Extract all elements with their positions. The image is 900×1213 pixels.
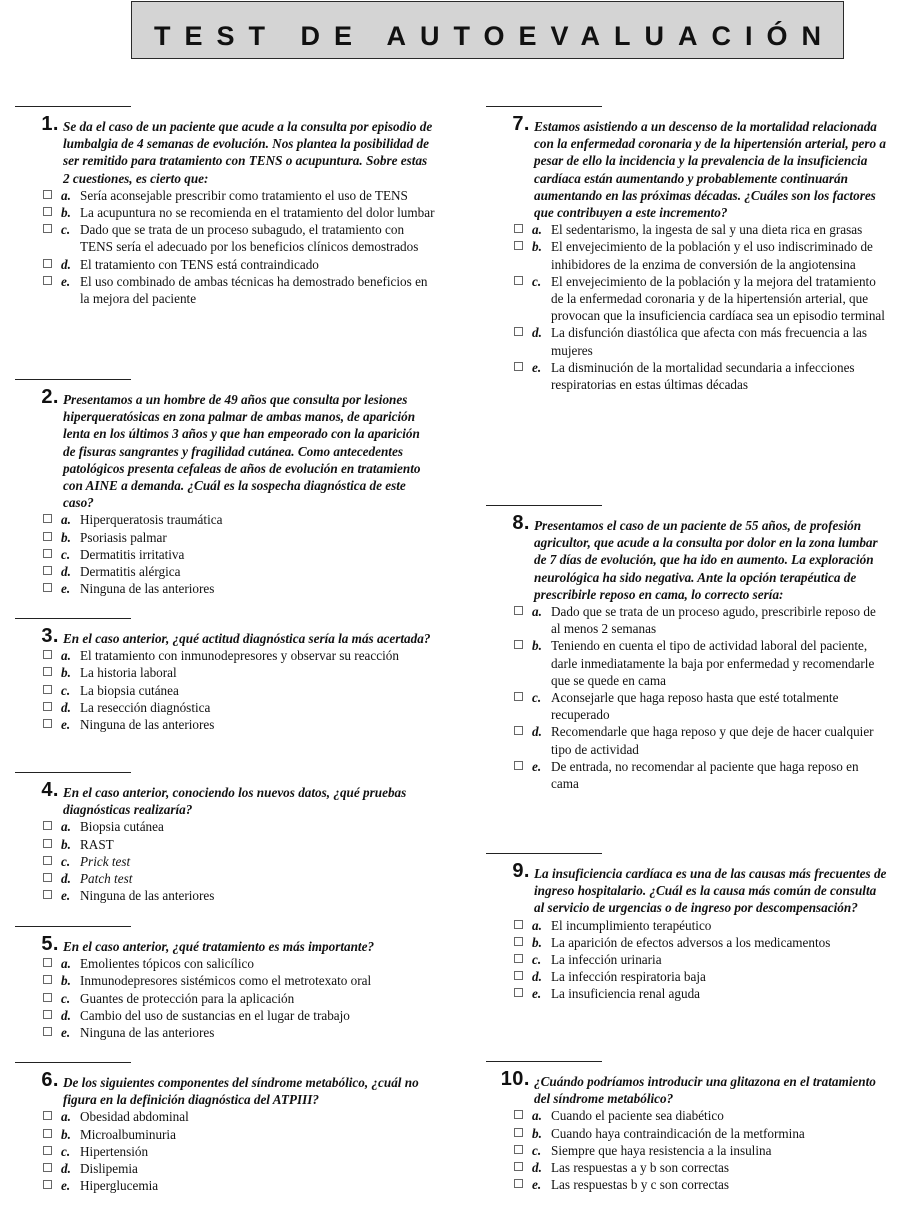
question-divider [486,1061,602,1062]
checkbox-icon[interactable] [514,224,523,233]
checkbox-icon[interactable] [514,1162,523,1171]
checkbox-icon[interactable] [43,719,52,728]
question-1 [15,106,435,307]
question-header [15,113,435,187]
option-d[interactable] [486,723,888,757]
option-letter: a. [61,1109,71,1125]
option-text: Microalbuminuria [80,1126,176,1142]
option-letter: c. [61,682,71,698]
option-b[interactable] [486,238,888,272]
checkbox-icon[interactable] [43,993,52,1002]
option-letter: b. [532,934,542,950]
answer-options [486,1107,888,1193]
option-text: Hiperglucemia [80,1178,159,1194]
option-text: El uso combinado de ambas técnicas ha demostrado beneficios en la mejora del paciente [80,273,428,307]
question-number: 1. [41,113,59,135]
checkbox-icon[interactable] [43,821,52,830]
option-letter: c. [61,222,71,238]
option-b[interactable] [15,529,435,546]
option-letter: b. [61,529,71,545]
option-c[interactable] [15,682,435,699]
checkbox-icon[interactable] [43,856,52,865]
option-letter: e. [532,758,542,774]
question-header [486,512,888,603]
checkbox-icon[interactable] [43,1027,52,1036]
option-text: Biopsia cutánea [80,819,164,835]
option-text: Dado que se trata de un proceso subagudo, el tratamiento con TENS sería el adecuado por los beneficios clínicos demostrados [80,222,419,255]
option-letter: d. [532,1160,542,1176]
option-text: Cuando haya contraindicación de la metformina [551,1125,805,1141]
question-text: De los siguientes componentes del síndrome metabólico, ¿cuál no figura en la definición diagnóstica del ATPIII? [63,1075,419,1108]
option-b[interactable] [15,972,435,989]
question-5 [15,926,435,1041]
checkbox-icon[interactable] [43,1163,52,1172]
checkbox-icon[interactable] [43,549,52,558]
option-letter: d. [61,699,71,715]
checkbox-icon[interactable] [514,362,523,371]
option-c[interactable] [15,546,435,563]
checkbox-icon[interactable] [514,1179,523,1188]
option-text: La disfunción diastólica que afecta con más frecuencia a las mujeres [551,325,867,358]
option-text: La biopsia cutánea [80,682,179,698]
option-e[interactable] [15,273,435,307]
question-number: 8. [512,512,530,534]
option-letter: c. [532,952,542,968]
answer-options [15,955,435,1041]
question-number: 7. [512,113,530,135]
question-2 [15,379,435,597]
question-number: 2. [41,386,59,408]
question-header [486,113,888,221]
option-d[interactable] [486,1159,888,1176]
option-text: Guantes de protección para la aplicación [80,990,295,1006]
option-d[interactable] [15,256,435,273]
option-letter: d. [61,1007,71,1023]
option-letter: d. [61,871,71,887]
option-letter: b. [61,1126,71,1142]
option-e[interactable] [15,1024,435,1041]
answer-options [15,818,435,904]
option-text: La historia laboral [80,665,177,681]
option-e[interactable] [15,1177,435,1194]
question-divider [15,106,131,107]
checkbox-icon[interactable] [43,839,52,848]
option-text: Emolientes tópicos con salicílico [80,956,254,972]
question-divider [486,505,602,506]
question-header [15,386,435,511]
answer-options [486,221,888,393]
option-b[interactable] [486,637,888,689]
checkbox-icon[interactable] [43,873,52,882]
option-letter: c. [532,690,542,706]
option-letter: a. [61,648,71,664]
option-a[interactable] [15,818,435,835]
option-a[interactable] [15,1108,435,1125]
option-letter: d. [61,256,71,272]
question-text: La insuficiencia cardíaca es una de las causas más frecuentes de ingreso hospitalario. ¿Cuál es la causa más común de consulta al servicio de urgencias o de ingreso por descompensación? [534,866,887,916]
checkbox-icon[interactable] [43,583,52,592]
option-text: Ninguna de las anteriores [80,581,215,597]
option-b[interactable] [15,204,435,221]
checkbox-icon[interactable] [43,958,52,967]
answer-options [15,647,435,733]
option-letter: a. [61,956,71,972]
question-9 [486,853,888,1003]
question-3 [15,618,435,733]
option-letter: c. [532,1142,542,1158]
option-letter: a. [61,512,71,528]
option-text: La aparición de efectos adversos a los medicamentos [551,934,831,950]
question-header [486,1068,888,1107]
option-d[interactable] [15,1160,435,1177]
option-letter: b. [61,205,71,221]
option-d[interactable] [486,968,888,985]
option-letter: b. [532,1125,542,1141]
option-letter: b. [61,665,71,681]
page-title: TEST DE AUTOEVALUACIÓN [153,20,836,51]
question-10 [486,1061,888,1193]
option-text: Hiperqueratosis traumática [80,512,223,528]
answer-options [15,187,435,307]
option-e[interactable] [486,985,888,1002]
option-text: Prick test [80,853,131,869]
option-text: El tratamiento con TENS está contraindicado [80,256,319,272]
option-letter: c. [61,990,71,1006]
question-number: 10. [500,1068,530,1090]
question-text: En el caso anterior, ¿qué actitud diagnóstica sería la más acertada? [63,631,431,646]
question-text: ¿Cuándo podríamos introducir una glitazona en el tratamiento del síndrome metabólico? [534,1074,876,1107]
option-letter: a. [532,917,542,933]
checkbox-icon[interactable] [514,640,523,649]
option-c[interactable] [15,853,435,870]
option-letter: c. [61,546,71,562]
question-divider [15,1062,131,1063]
option-text: La resección diagnóstica [80,699,211,715]
option-text: Dislipemia [80,1161,138,1177]
option-text: Dermatitis alérgica [80,564,181,580]
checkbox-icon[interactable] [514,988,523,997]
checkbox-icon[interactable] [514,276,523,285]
checkbox-icon[interactable] [43,1146,52,1155]
checkbox-icon[interactable] [514,954,523,963]
option-b[interactable] [15,664,435,681]
option-c[interactable] [486,273,888,325]
checkbox-icon[interactable] [514,937,523,946]
checkbox-icon[interactable] [514,971,523,980]
option-text: Teniendo en cuenta el tipo de actividad laboral del paciente, darle inmediatamente la baja por enfermedad y recomendarle que se quede en cama [551,638,875,688]
checkbox-icon[interactable] [43,975,52,984]
option-letter: a. [61,819,71,835]
option-text: El incumplimiento terapéutico [551,917,712,933]
option-letter: d. [532,325,542,341]
option-c[interactable] [486,1142,888,1159]
checkbox-icon[interactable] [43,702,52,711]
question-text: En el caso anterior, conociendo los nuevos datos, ¿qué pruebas diagnósticas realizaría? [63,785,407,818]
option-text: La insuficiencia renal aguda [551,986,701,1002]
option-letter: b. [532,638,542,654]
checkbox-icon[interactable] [514,1128,523,1137]
option-text: El envejecimiento de la población y la mejora del tratamiento de la enfermedad coronaria y de la hipertensión arterial, que provocan que la insuficiencia cardíaca sea un episodio terminal [551,273,885,324]
option-letter: e. [61,1025,71,1041]
page-header [131,1,844,59]
question-8 [486,505,888,792]
question-4 [15,772,435,904]
question-header [15,779,435,818]
option-e[interactable] [486,758,888,792]
question-divider [486,853,602,854]
option-c[interactable] [15,221,435,255]
checkbox-icon[interactable] [514,327,523,336]
option-letter: e. [61,581,71,597]
question-number: 5. [41,933,59,955]
option-b[interactable] [486,934,888,951]
option-text: Siempre que haya resistencia a la insulina [551,1142,772,1158]
option-text: Sería aconsejable prescribir como tratamiento el uso de TENS [80,187,408,203]
option-letter: c. [61,1143,71,1159]
option-text: Ninguna de las anteriores [80,717,215,733]
answer-options [486,603,888,792]
option-text: Ninguna de las anteriores [80,888,215,904]
question-6 [15,1062,435,1194]
question-divider [15,926,131,927]
option-text: Recomendarle que haga reposo y que deje de hacer cualquier tipo de actividad [551,724,874,757]
option-text: Cambio del uso de sustancias en el lugar de trabajo [80,1007,350,1023]
checkbox-icon[interactable] [43,224,52,233]
question-header [15,933,435,955]
option-d[interactable] [15,699,435,716]
option-text: Psoriasis palmar [80,529,167,545]
option-letter: d. [532,969,542,985]
option-e[interactable] [486,1176,888,1193]
answer-options [15,1108,435,1194]
checkbox-icon[interactable] [514,1110,523,1119]
answer-options [15,511,435,597]
option-a[interactable] [15,647,435,664]
question-text: Estamos asistiendo a un descenso de la mortalidad relacionada con la enfermedad coronaria y de la hipertensión arterial, pero a pesar de ello la incidencia y la prevalencia de la insuficiencia cardíaca están aumentando y probablemente continuarán aumentando en las próximas décadas. ¿Cuáles son los factores que contribuyen a este incremento? [534,119,887,221]
option-text: De entrada, no recomendar al paciente que haga reposo en cama [551,758,859,792]
checkbox-icon[interactable] [43,207,52,216]
option-letter: d. [61,1161,71,1177]
checkbox-icon[interactable] [514,241,523,250]
option-text: El sedentarismo, la ingesta de sal y una dieta rica en grasas [551,222,863,238]
option-text: La acupuntura no se recomienda en el tratamiento del dolor lumbar [80,205,435,221]
option-letter: e. [532,1177,542,1193]
question-text: Presentamos el caso de un paciente de 55 años, de profesión agricultor, que acude a la consulta por dolor en la zona lumbar de 7 días de evolución, que ha ido en aumento. La exploración neurológica ha sido negativa. Ante la opción terapéutica de prescribirle reposo en cama, lo correcto sería: [534,518,878,602]
question-text: Se da el caso de un paciente que acude a la consulta por episodio de lumbalgia de 4 semanas de evolución. Nos plantea la posibilidad de ser remitido para tratamiento con TENS o acupuntura. Sobre estas 2 cuestiones, es cierto que: [63,119,433,186]
option-text: Obesidad abdominal [80,1109,189,1125]
checkbox-icon[interactable] [43,259,52,268]
checkbox-icon[interactable] [514,761,523,770]
checkbox-icon[interactable] [43,1180,52,1189]
option-d[interactable] [15,563,435,580]
question-number: 3. [41,625,59,647]
option-text: La disminución de la mortalidad secundaria a infecciones respiratorias en estas últimas décadas [551,359,855,393]
option-text: Inmunodepresores sistémicos como el metrotexato oral [80,973,372,989]
question-divider [486,106,602,107]
option-letter: a. [61,187,71,203]
option-letter: a. [532,222,542,238]
checkbox-icon[interactable] [43,685,52,694]
checkbox-icon[interactable] [43,190,52,199]
option-letter: e. [61,888,71,904]
question-text: Presentamos a un hombre de 49 años que consulta por lesiones hiperqueratósicas en zona palmar de ambas manos, de aparición lenta en los últimos 3 años y que han empeorado con la aparición de fisuras sangrantes y fragilidad cutánea. Como antecedentes patológicos presenta cefaleas de años de evolución en tratamiento con AINE a demanda. ¿Cuál es la sospecha diagnóstica de este caso? [63,392,421,511]
option-letter: a. [532,604,542,620]
option-text: El tratamiento con inmunodepresores y observar su reacción [80,648,399,664]
option-letter: a. [532,1108,542,1124]
option-c[interactable] [15,1143,435,1160]
checkbox-icon[interactable] [43,532,52,541]
question-divider [15,618,131,619]
option-text: Cuando el paciente sea diabético [551,1108,724,1124]
answer-options [486,917,888,1003]
option-text: Hipertensión [80,1143,149,1159]
option-d[interactable] [15,1007,435,1024]
checkbox-icon[interactable] [43,667,52,676]
option-letter: c. [61,853,71,869]
question-number: 9. [512,860,530,882]
option-text: Dado que se trata de un proceso agudo, prescribirle reposo de al menos 2 semanas [551,604,876,637]
checkbox-icon[interactable] [514,606,523,615]
option-a[interactable] [486,1107,888,1124]
option-letter: d. [532,724,542,740]
question-number: 4. [41,779,59,801]
option-text: Aconsejarle que haga reposo hasta que esté totalmente recuperado [551,690,839,723]
option-a[interactable] [486,917,888,934]
checkbox-icon[interactable] [514,1145,523,1154]
option-text: Patch test [80,871,133,887]
checkbox-icon[interactable] [43,1111,52,1120]
option-letter: b. [61,836,71,852]
option-e[interactable] [486,359,888,393]
option-b[interactable] [15,836,435,853]
checkbox-icon[interactable] [43,1129,52,1138]
question-divider [15,772,131,773]
option-text: Las respuestas a y b son correctas [551,1160,729,1176]
question-7 [486,106,888,393]
option-a[interactable] [486,221,888,238]
option-e[interactable] [15,580,435,597]
checkbox-icon[interactable] [514,920,523,929]
option-letter: e. [61,273,71,289]
option-letter: e. [532,359,542,375]
question-header [486,860,888,917]
option-c[interactable] [486,689,888,723]
checkbox-icon[interactable] [514,726,523,735]
option-b[interactable] [486,1125,888,1142]
option-b[interactable] [15,1126,435,1143]
option-d[interactable] [15,870,435,887]
option-text: La infección respiratoria baja [551,969,706,985]
option-text: Dermatitis irritativa [80,546,185,562]
option-a[interactable] [15,511,435,528]
checkbox-icon[interactable] [514,692,523,701]
question-header [15,625,435,647]
question-number: 6. [41,1069,59,1091]
question-divider [15,379,131,380]
option-letter: e. [61,1178,71,1194]
checkbox-icon[interactable] [43,566,52,575]
option-text: Ninguna de las anteriores [80,1025,215,1041]
option-d[interactable] [486,324,888,358]
option-c[interactable] [486,951,888,968]
checkbox-icon[interactable] [43,514,52,523]
option-text: El envejecimiento de la población y el uso indiscriminado de inhibidores de la enzima de conversión de la angiotensina [551,239,873,272]
option-letter: e. [61,717,71,733]
question-header [15,1069,435,1108]
option-e[interactable] [15,716,435,733]
option-text: La infección urinaria [551,952,662,968]
checkbox-icon[interactable] [43,276,52,285]
question-text: En el caso anterior, ¿qué tratamiento es más importante? [63,939,375,954]
option-text: Las respuestas b y c son correctas [551,1177,729,1193]
option-a[interactable] [15,955,435,972]
option-a[interactable] [15,187,435,204]
option-letter: b. [532,239,542,255]
option-c[interactable] [15,990,435,1007]
option-letter: c. [532,273,542,289]
checkbox-icon[interactable] [43,890,52,899]
option-e[interactable] [15,887,435,904]
checkbox-icon[interactable] [43,1010,52,1019]
option-a[interactable] [486,603,888,637]
checkbox-icon[interactable] [43,650,52,659]
option-text: RAST [80,836,114,852]
option-letter: d. [61,564,71,580]
option-letter: e. [532,986,542,1002]
option-letter: b. [61,973,71,989]
